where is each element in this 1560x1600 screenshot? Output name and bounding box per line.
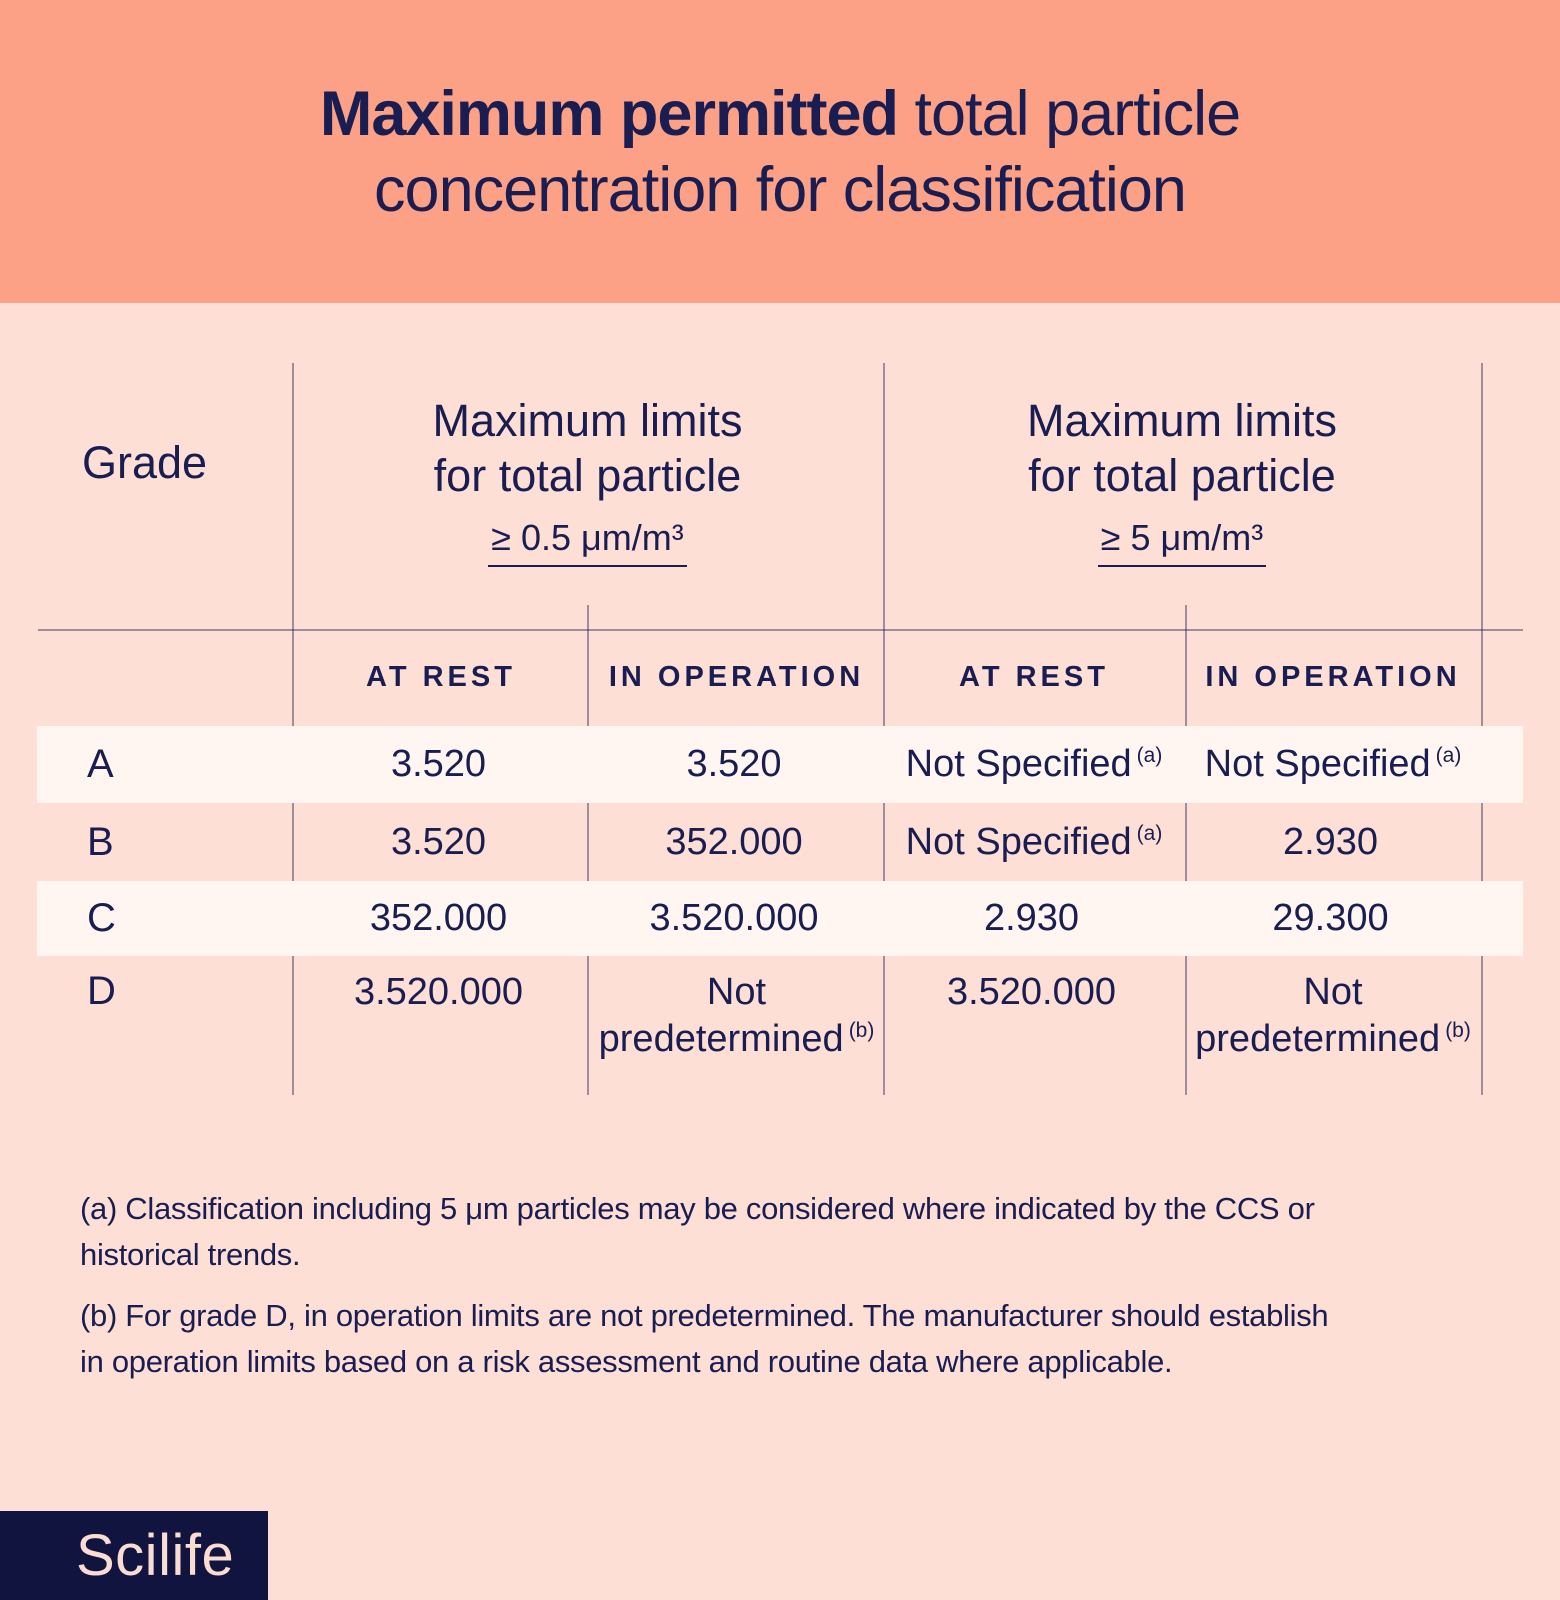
- column-header-in-operation-2: IN OPERATION: [1205, 661, 1461, 693]
- group2-spec: ≥ 5 μm/m³: [883, 517, 1481, 567]
- page-title-bold: Maximum permitted: [319, 78, 898, 149]
- grade-label: C: [87, 896, 116, 940]
- footnote-a-line2: historical trends.: [80, 1237, 301, 1272]
- table-cell: Not predetermined $^{(b)}$: [1195, 971, 1471, 1060]
- column-header-at-rest-1: AT REST: [366, 661, 516, 693]
- column-group-header-5um: [883, 393, 1481, 567]
- table-cell: 29.300: [1272, 897, 1389, 939]
- table-cell: 352.000: [665, 820, 803, 863]
- footnote-b-line2: in operation limits based on a risk assessment and routine data where applicable.: [80, 1344, 1173, 1379]
- subheader-spacer: [37, 629, 292, 726]
- column-header-grade: Grade: [82, 437, 208, 488]
- table-cell: Not Specified $^{(a)}$: [905, 820, 1163, 863]
- footnote-a-line1: (a) Classification including 5 μm particles may be considered where indicated by the CCS or: [80, 1191, 1315, 1226]
- subheader-tail: [1481, 629, 1523, 726]
- row-tail: [1481, 956, 1523, 1095]
- table-cell: 3.520: [390, 743, 487, 785]
- grade-label: A: [87, 742, 114, 786]
- group1-spec: ≥ 0.5 μm/m³: [292, 517, 883, 567]
- table-cell: 3.520: [686, 743, 782, 785]
- table-cell: Not Specified $^{(a)}$: [905, 743, 1163, 785]
- table-cell: 3.520: [390, 820, 487, 863]
- table-cell: 352.000: [369, 897, 508, 939]
- table-cell: 3.520.000: [649, 897, 819, 939]
- group2-line2: for total particle: [1028, 450, 1336, 501]
- footnote-a: [80, 1186, 1512, 1278]
- page-title-rest: total particle: [914, 78, 1241, 149]
- group1-line1: Maximum limits: [432, 395, 743, 446]
- table-row-grade-a: [37, 726, 1523, 803]
- table-cell: 2.930: [1282, 820, 1379, 863]
- grade-label: B: [87, 819, 114, 864]
- grade-label: D: [87, 969, 116, 1013]
- table-row-grade-d: [37, 956, 1523, 1095]
- row-tail: [1481, 881, 1523, 956]
- column-header-in-operation-1: IN OPERATION: [608, 661, 865, 693]
- table-cell: 3.520.000: [946, 971, 1117, 1013]
- scilife-logo-text: Scilife: [76, 1523, 235, 1588]
- table-subheader-row: [37, 629, 1523, 726]
- page-title: [320, 76, 1240, 228]
- page-title-line2: concentration for classification: [374, 154, 1186, 225]
- table-cell: 3.520.000: [353, 971, 524, 1013]
- column-header-at-rest-2: AT REST: [959, 661, 1109, 693]
- scilife-logo: [0, 1511, 268, 1600]
- column-group-header-05um: [292, 393, 883, 567]
- header-band: [0, 0, 1560, 303]
- group1-line2: for total particle: [433, 450, 742, 501]
- table-cell: 2.930: [983, 897, 1080, 939]
- table-cell: Not Specified $^{(a)}$: [1204, 743, 1462, 785]
- row-tail: [1481, 726, 1523, 803]
- group2-line1: Maximum limits: [1027, 395, 1337, 446]
- table-cell: Not predetermined $^{(b)}$: [598, 971, 875, 1060]
- table-row-grade-b: [37, 803, 1523, 881]
- table-row-grade-c: [37, 881, 1523, 956]
- footnote-b-line1: (b) For grade D, in operation limits are not predetermined. The manufacturer should establish: [80, 1298, 1329, 1333]
- page-title-line1: [320, 76, 1240, 152]
- footnote-b: [80, 1293, 1512, 1385]
- row-tail: [1481, 803, 1523, 881]
